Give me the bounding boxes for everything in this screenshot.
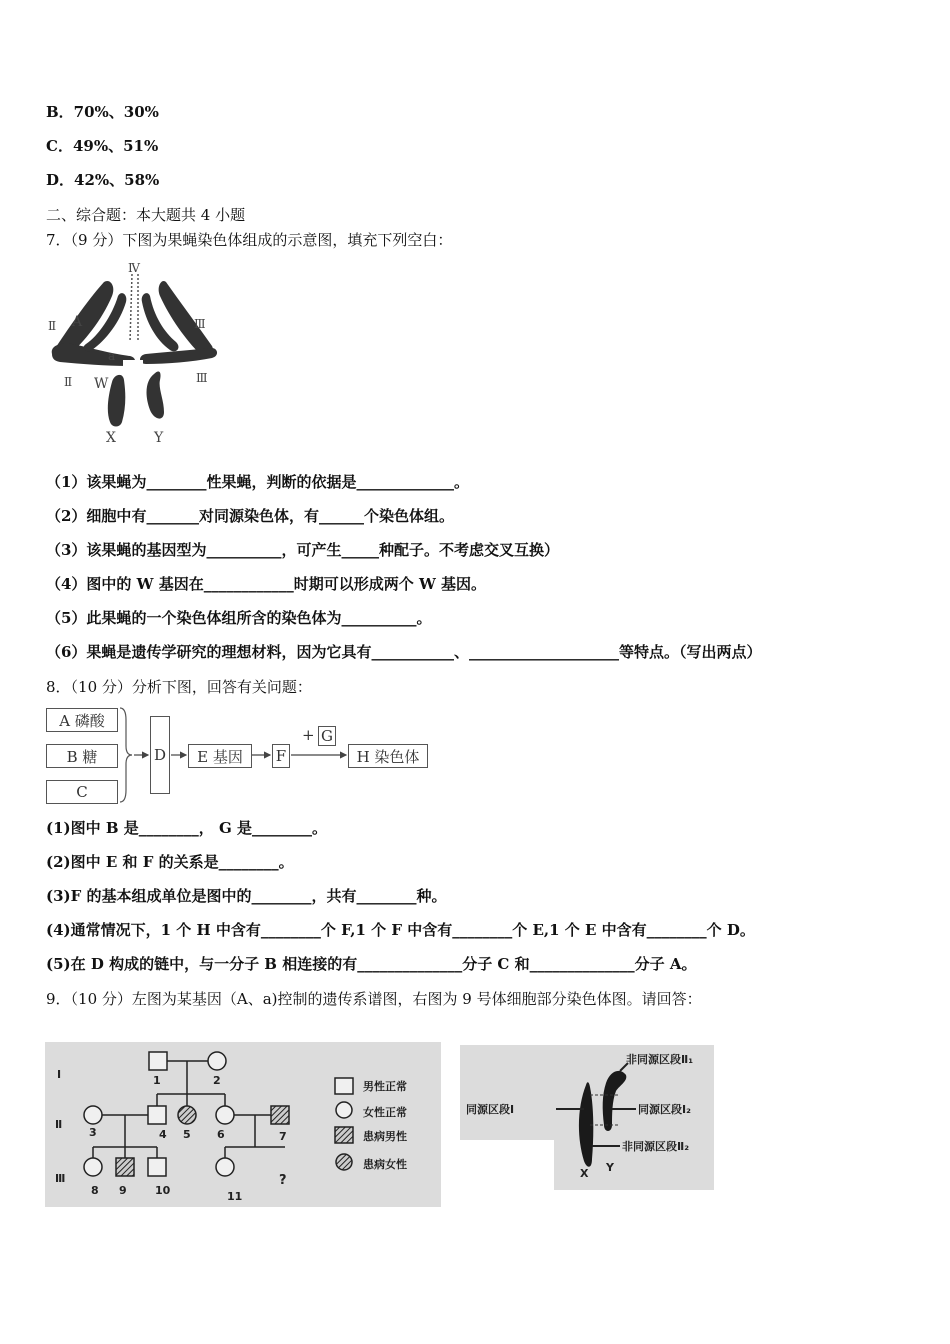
label-iii-bottom: Ⅲ [196, 371, 208, 385]
q7-item-3: （3）该果蝇的基因型为__________，可产生_____种配子。不考虑交叉互换） [46, 541, 559, 559]
box-b: B 糖 [46, 744, 118, 768]
num-5: 5 [183, 1128, 191, 1141]
num-3: 3 [89, 1126, 97, 1139]
gen-iii-label: Ⅲ [55, 1172, 66, 1185]
fruitfly-chromosome-figure [46, 262, 226, 447]
chromosome-y [147, 372, 164, 419]
q7-item-4: （4）图中的 W 基因在____________时期可以形成两个 W 基因。 [46, 575, 487, 593]
label-ii-bottom: Ⅱ [64, 375, 73, 389]
label-a-lower: a [108, 349, 116, 363]
gen-i-label: Ⅰ [57, 1068, 62, 1081]
box-d: D [150, 716, 170, 794]
box-g: G [318, 726, 336, 746]
q7-stem: 7．（9 分）下图为果蝇染色体组成的示意图，填充下列空白： [46, 231, 453, 249]
flow-arrows [46, 706, 436, 806]
legend-affected-male: 患病男性 [363, 1130, 407, 1143]
label-homo-i: 同源区段Ⅰ [466, 1103, 515, 1116]
q7-item-6: （6）果蝇是遗传学研究的理想材料，因为它具有___________、____________________等特点。（写出两点） [46, 643, 762, 661]
option-c: C．49%、51% [46, 137, 159, 155]
label-iv: Ⅳ [128, 262, 140, 275]
gen-ii-label: Ⅱ [55, 1118, 63, 1131]
option-b: B．70%、30% [46, 103, 159, 121]
q8-item-1: (1)图中 B 是________， G 是________。 [46, 819, 328, 837]
q7-item-1: （1）该果蝇为________性果蝇，判断的依据是_____________。 [46, 473, 469, 491]
label-iii-top: Ⅲ [194, 317, 206, 331]
label-ii-top: Ⅱ [48, 319, 57, 333]
box-c: C [46, 780, 118, 804]
label-w: W [94, 376, 109, 392]
num-6: 6 [217, 1128, 225, 1141]
xy-chromosome-figure [460, 1045, 714, 1190]
label-x: X [106, 430, 116, 446]
unknown-mark: ? [279, 1173, 287, 1188]
label-nonhomo-ii2: 非同源区段Ⅱ₂ [622, 1140, 690, 1153]
q8-item-5: (5)在 D 构成的链中，与一分子 B 相连接的有______________分子 C 和______________分子 A。 [46, 955, 697, 973]
q8-item-3: (3)F 的基本组成单位是图中的________，共有________种。 [46, 887, 447, 905]
box-e: E 基因 [188, 744, 252, 768]
q8-item-4: (4)通常情况下，1 个 H 中含有________个 F,1 个 F 中含有________个 E,1 个 E 中含有________个 D。 [46, 921, 755, 939]
chromosome-x [108, 375, 125, 427]
num-4: 4 [159, 1128, 167, 1141]
num-10: 10 [155, 1184, 171, 1197]
num-1: 1 [153, 1074, 161, 1087]
num-7: 7 [279, 1130, 287, 1143]
legend-normal-male: 男性正常 [363, 1080, 407, 1093]
num-11: 11 [227, 1190, 243, 1203]
label-y-chr: Y [606, 1161, 614, 1174]
label-a-upper: A [72, 314, 83, 330]
q8-stem: 8．（10 分）分析下图，回答有关问题： [46, 678, 312, 696]
pedigree-figure [45, 1042, 441, 1207]
q8-flow-diagram [46, 706, 436, 806]
num-8: 8 [91, 1184, 99, 1197]
section-title: 二、综合题：本大题共 4 小题 [46, 206, 246, 224]
legend-affected-female: 患病女性 [363, 1158, 407, 1171]
num-2: 2 [213, 1074, 221, 1087]
label-y: Y [154, 430, 164, 446]
option-d: D．42%、58% [46, 171, 160, 189]
label-nonhomo-ii1: 非同源区段Ⅱ₁ [626, 1053, 694, 1066]
q9-stem: 9．（10 分）左图为某基因（A、a)控制的遗传系谱图，右图为 9 号体细胞部分染色体图。请回答： [46, 990, 702, 1008]
q8-item-2: (2)图中 E 和 F 的关系是________。 [46, 853, 294, 871]
box-f: F [272, 744, 290, 768]
label-homo-i2: 同源区段Ⅰ₂ [638, 1103, 691, 1116]
box-a: A 磷酸 [46, 708, 118, 732]
num-9: 9 [119, 1184, 127, 1197]
q7-item-5: （5）此果蝇的一个染色体组所含的染色体为__________。 [46, 609, 432, 627]
legend-normal-female: 女性正常 [363, 1106, 407, 1119]
plus-sign: + [302, 726, 315, 744]
q7-item-2: （2）细胞中有_______对同源染色体，有______个染色体组。 [46, 507, 454, 525]
box-h: H 染色体 [348, 744, 428, 768]
label-x-chr: X [580, 1167, 589, 1180]
chromosome-iii-right-lower [140, 348, 217, 364]
